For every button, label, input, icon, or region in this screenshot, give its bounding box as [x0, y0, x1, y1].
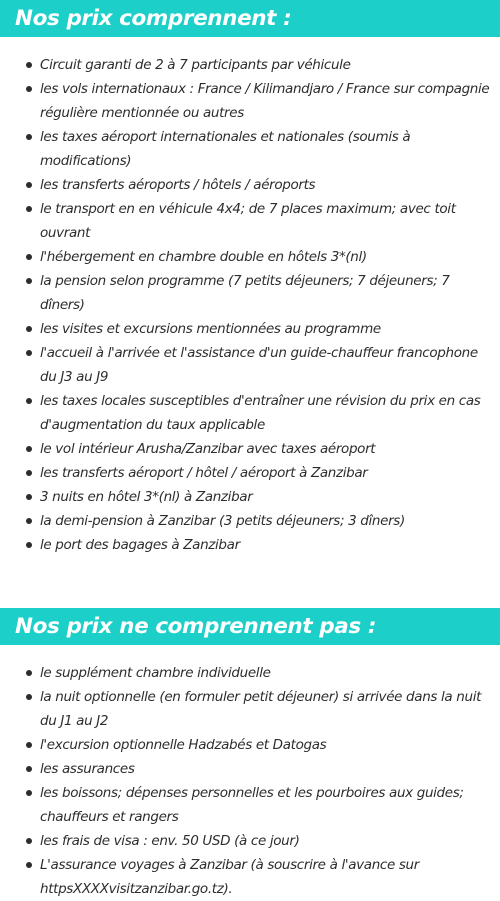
list-item — [0, 53, 500, 77]
list-item — [0, 685, 500, 733]
list-item-text: les frais de visa : env. 50 USD (à ce jour) — [40, 833, 300, 849]
bullet-icon — [26, 670, 32, 676]
excluded-list — [0, 661, 500, 901]
list-item-text: les taxes locales susceptibles d'entraîner une révision du prix en cas d'augmentation du taux applicable — [40, 393, 481, 433]
bullet-icon — [26, 86, 32, 92]
list-item — [0, 733, 500, 757]
list-item-text: le transport en en véhicule 4x4; de 7 places maximum; avec toit ouvrant — [40, 201, 456, 241]
bullet-icon — [26, 862, 32, 868]
bullet-icon — [26, 494, 32, 500]
list-item — [0, 125, 500, 173]
list-item-text: la nuit optionnelle (en formuler petit déjeuner) si arrivée dans la nuit du J1 au J2 — [40, 689, 482, 729]
list-item-text: la demi-pension à Zanzibar (3 petits déjeuners; 3 dîners) — [40, 513, 405, 529]
list-item-text: les transferts aéroports / hôtels / aéroports — [40, 177, 316, 193]
list-item — [0, 341, 500, 389]
list-item — [0, 389, 500, 437]
list-item — [0, 269, 500, 317]
bullet-icon — [26, 182, 32, 188]
list-item-text: les vols internationaux : France / Kilimandjaro / France sur compagnie régulière mentionnée ou autres — [40, 81, 490, 121]
bullet-icon — [26, 350, 32, 356]
bullet-icon — [26, 398, 32, 404]
bullet-icon — [26, 206, 32, 212]
list-item — [0, 197, 500, 245]
list-item — [0, 533, 500, 557]
list-item-text: le port des bagages à Zanzibar — [40, 537, 240, 553]
list-item — [0, 461, 500, 485]
bullet-icon — [26, 134, 32, 140]
list-item-text: la pension selon programme (7 petits déjeuners; 7 déjeuners; 7 dîners) — [40, 273, 450, 313]
bullet-icon — [26, 518, 32, 524]
list-item-text: le supplément chambre individuelle — [40, 665, 271, 681]
list-item-text: 3 nuits en hôtel 3*(nl) à Zanzibar — [40, 489, 253, 505]
list-item — [0, 485, 500, 509]
excluded-section-title: Nos prix ne comprennent pas : — [0, 608, 500, 645]
list-item — [0, 781, 500, 829]
list-item-text: les visites et excursions mentionnées au programme — [40, 321, 381, 337]
bullet-icon — [26, 254, 32, 260]
list-item-text: les transferts aéroport / hôtel / aéroport à Zanzibar — [40, 465, 368, 481]
bullet-icon — [26, 838, 32, 844]
included-list — [0, 53, 500, 557]
bullet-icon — [26, 446, 32, 452]
bullet-icon — [26, 542, 32, 548]
list-item-text: Circuit garanti de 2 à 7 participants par véhicule — [40, 57, 351, 73]
list-item — [0, 757, 500, 781]
list-item — [0, 509, 500, 533]
bullet-icon — [26, 326, 32, 332]
list-item — [0, 77, 500, 125]
list-item-text: le vol intérieur Arusha/Zanzibar avec taxes aéroport — [40, 441, 376, 457]
list-item-text: les boissons; dépenses personnelles et les pourboires aux guides; chauffeurs et rangers — [40, 785, 464, 825]
bullet-icon — [26, 742, 32, 748]
list-item — [0, 829, 500, 853]
list-item — [0, 173, 500, 197]
list-item — [0, 245, 500, 269]
list-item-text: l'excursion optionnelle Hadzabés et Datogas — [40, 737, 327, 753]
bullet-icon — [26, 694, 32, 700]
list-item-text: les taxes aéroport internationales et nationales (soumis à modifications) — [40, 129, 411, 169]
bullet-icon — [26, 790, 32, 796]
included-section-title: Nos prix comprennent : — [0, 0, 500, 37]
bullet-icon — [26, 278, 32, 284]
list-item-text: l'hébergement en chambre double en hôtels 3*(nl) — [40, 249, 367, 265]
list-item-text: l'accueil à l'arrivée et l'assistance d'un guide-chauffeur francophone du J3 au J9 — [40, 345, 478, 385]
list-item — [0, 853, 500, 901]
list-item-text: les assurances — [40, 761, 135, 777]
list-item — [0, 661, 500, 685]
bullet-icon — [26, 62, 32, 68]
list-item — [0, 437, 500, 461]
list-item — [0, 317, 500, 341]
list-item-text: L'assurance voyages à Zanzibar (à souscrire à l'avance sur httpsXXXXvisitzanzibar.go.tz). — [40, 857, 419, 897]
bullet-icon — [26, 470, 32, 476]
bullet-icon — [26, 766, 32, 772]
